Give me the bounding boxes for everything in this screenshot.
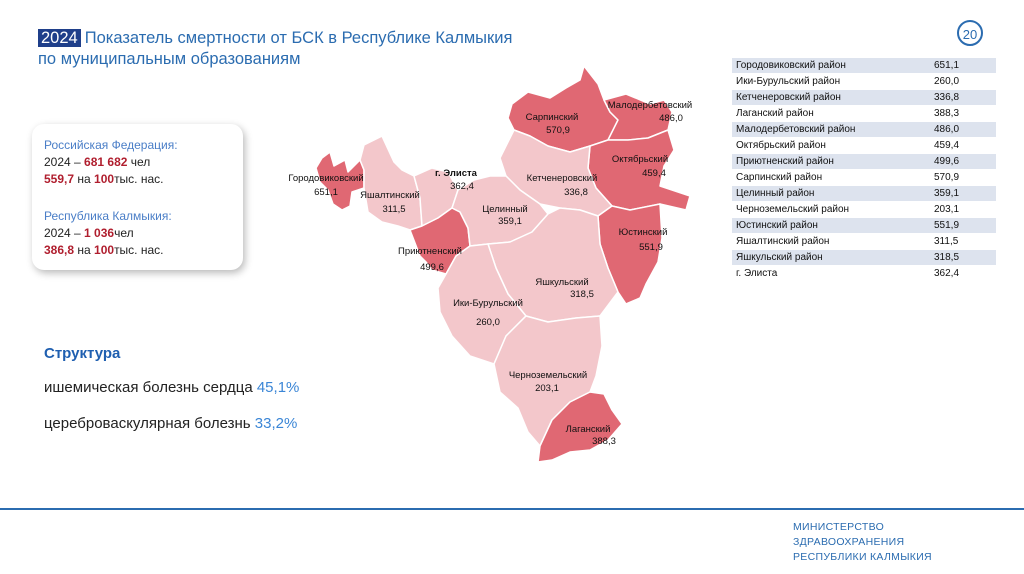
table-row bbox=[732, 106, 996, 122]
table-cell-name: Городовиковский район bbox=[732, 58, 930, 74]
map-label-name: Кетченеровский bbox=[526, 173, 598, 184]
map-label-value: 203,1 bbox=[535, 383, 559, 394]
summary-card bbox=[32, 124, 243, 270]
table-cell-value: 486,0 bbox=[930, 122, 996, 138]
table-cell-name: Кетченеровский район bbox=[732, 90, 930, 106]
table-row bbox=[732, 58, 996, 74]
structure-section bbox=[44, 345, 300, 432]
table-row bbox=[732, 170, 996, 186]
map-label-value: 459,4 bbox=[642, 168, 666, 179]
rk-rate-line: 386,8 на 100тыс. нас. bbox=[44, 243, 164, 257]
structure-item: цереброваскулярная болезнь 33,2% bbox=[44, 415, 298, 432]
rk-count-line: 2024 – 1 036чел bbox=[44, 226, 134, 240]
table-row bbox=[732, 250, 996, 266]
map-label-value: 318,5 bbox=[570, 289, 594, 300]
map-label-value: 570,9 bbox=[546, 125, 570, 136]
table-cell-name: Целинный район bbox=[732, 186, 930, 202]
table-cell-value: 311,5 bbox=[930, 234, 996, 250]
table-cell-name: Юстинский район bbox=[732, 218, 930, 234]
table-cell-value: 388,3 bbox=[930, 106, 996, 122]
table-row bbox=[732, 266, 996, 282]
rf-count: 681 682 bbox=[84, 155, 128, 169]
map-label-name: Лаганский bbox=[565, 424, 611, 435]
rates-table bbox=[732, 58, 996, 282]
map-label-name: Черноземельский bbox=[508, 370, 588, 381]
map-label-name: Городовиковский bbox=[288, 173, 364, 184]
rf-count-line: 2024 – 681 682 чел bbox=[44, 155, 151, 169]
map-label-name: Приютненский bbox=[398, 246, 462, 257]
rates-table-body bbox=[732, 58, 996, 282]
rf-rate-line: 559,7 на 100тыс. нас. bbox=[44, 172, 164, 186]
table-cell-name: Октябрьский район bbox=[732, 138, 930, 154]
table-cell-name: Сарпинский район bbox=[732, 170, 930, 186]
map-label-value: 311,5 bbox=[382, 204, 406, 215]
table-row bbox=[732, 138, 996, 154]
rk-count: 1 036 bbox=[84, 226, 115, 240]
table-cell-name: Яшкульский район bbox=[732, 250, 930, 266]
map-label-value: 336,8 bbox=[564, 187, 588, 198]
rf-label: Российская Федерация: bbox=[44, 138, 178, 152]
table-cell-value: 318,5 bbox=[930, 250, 996, 266]
table-cell-name: Малодербетовский район bbox=[732, 122, 930, 138]
table-cell-name: Черноземельский район bbox=[732, 202, 930, 218]
table-row bbox=[732, 202, 996, 218]
table-row bbox=[732, 186, 996, 202]
table-cell-value: 651,1 bbox=[930, 58, 996, 74]
rf-rate: 559,7 bbox=[44, 172, 75, 186]
table-cell-name: г. Элиста bbox=[732, 266, 930, 282]
table-cell-value: 260,0 bbox=[930, 74, 996, 90]
map-label-value: 260,0 bbox=[476, 317, 500, 328]
map-label-name: Яшкульский bbox=[535, 277, 589, 288]
rk-label: Республика Калмыкия: bbox=[44, 209, 172, 223]
map-label-name: Октябрьский bbox=[611, 154, 669, 165]
table-cell-value: 203,1 bbox=[930, 202, 996, 218]
ministry-name: МИНИСТЕРСТВО ЗДРАВООХРАНЕНИЯ РЕСПУБЛИКИ КАЛМЫКИЯ bbox=[793, 521, 932, 563]
title-line2: по муниципальным образованиям bbox=[38, 50, 301, 68]
map-label-name: Юстинский bbox=[618, 227, 668, 238]
table-row bbox=[732, 90, 996, 106]
table-row bbox=[732, 154, 996, 170]
table-row bbox=[732, 74, 996, 90]
table-cell-name: Яшалтинский район bbox=[732, 234, 930, 250]
table-cell-value: 336,8 bbox=[930, 90, 996, 106]
table-cell-value: 551,9 bbox=[930, 218, 996, 234]
table-row bbox=[732, 234, 996, 250]
table-cell-name: Ики-Бурульский район bbox=[732, 74, 930, 90]
page-number: 20 bbox=[957, 20, 983, 46]
table-row bbox=[732, 218, 996, 234]
map-label-value: 651,1 bbox=[314, 187, 338, 198]
table-cell-value: 359,1 bbox=[930, 186, 996, 202]
footer-divider bbox=[0, 508, 1024, 510]
table-cell-value: 570,9 bbox=[930, 170, 996, 186]
map-label-name: Ики-Бурульский bbox=[453, 298, 523, 309]
title-line1: Показатель смертности от БСК в Республике Калмыкия bbox=[84, 29, 513, 47]
map-label-value: 388,3 bbox=[592, 436, 616, 447]
map-label-name: Малодербетовский bbox=[607, 100, 693, 111]
table-cell-name: Лаганский район bbox=[732, 106, 930, 122]
table-cell-value: 362,4 bbox=[930, 266, 996, 282]
table-cell-value: 499,6 bbox=[930, 154, 996, 170]
map-region-yashaltinsky bbox=[360, 136, 422, 230]
map-label-name: Целинный bbox=[482, 204, 528, 215]
map-label-name: г. Элиста bbox=[435, 168, 477, 179]
rk-rate: 386,8 bbox=[44, 243, 75, 257]
table-row bbox=[732, 122, 996, 138]
title-year: 2024 bbox=[38, 29, 81, 47]
table-cell-value: 459,4 bbox=[930, 138, 996, 154]
kalmykia-map bbox=[270, 60, 700, 470]
structure-item: ишемическая болезнь сердца 45,1% bbox=[44, 379, 300, 396]
map-label-value: 362,4 bbox=[450, 181, 474, 192]
table-cell-name: Приютненский район bbox=[732, 154, 930, 170]
structure-heading: Структура bbox=[44, 345, 121, 362]
map-label-value: 499,6 bbox=[420, 262, 444, 273]
map-label-value: 551,9 bbox=[639, 242, 663, 253]
map-label-name: Сарпинский bbox=[525, 112, 579, 123]
map-label-value: 486,0 bbox=[659, 113, 683, 124]
map-label-value: 359,1 bbox=[498, 216, 522, 227]
map-label-name: Яшалтинский bbox=[360, 190, 420, 201]
